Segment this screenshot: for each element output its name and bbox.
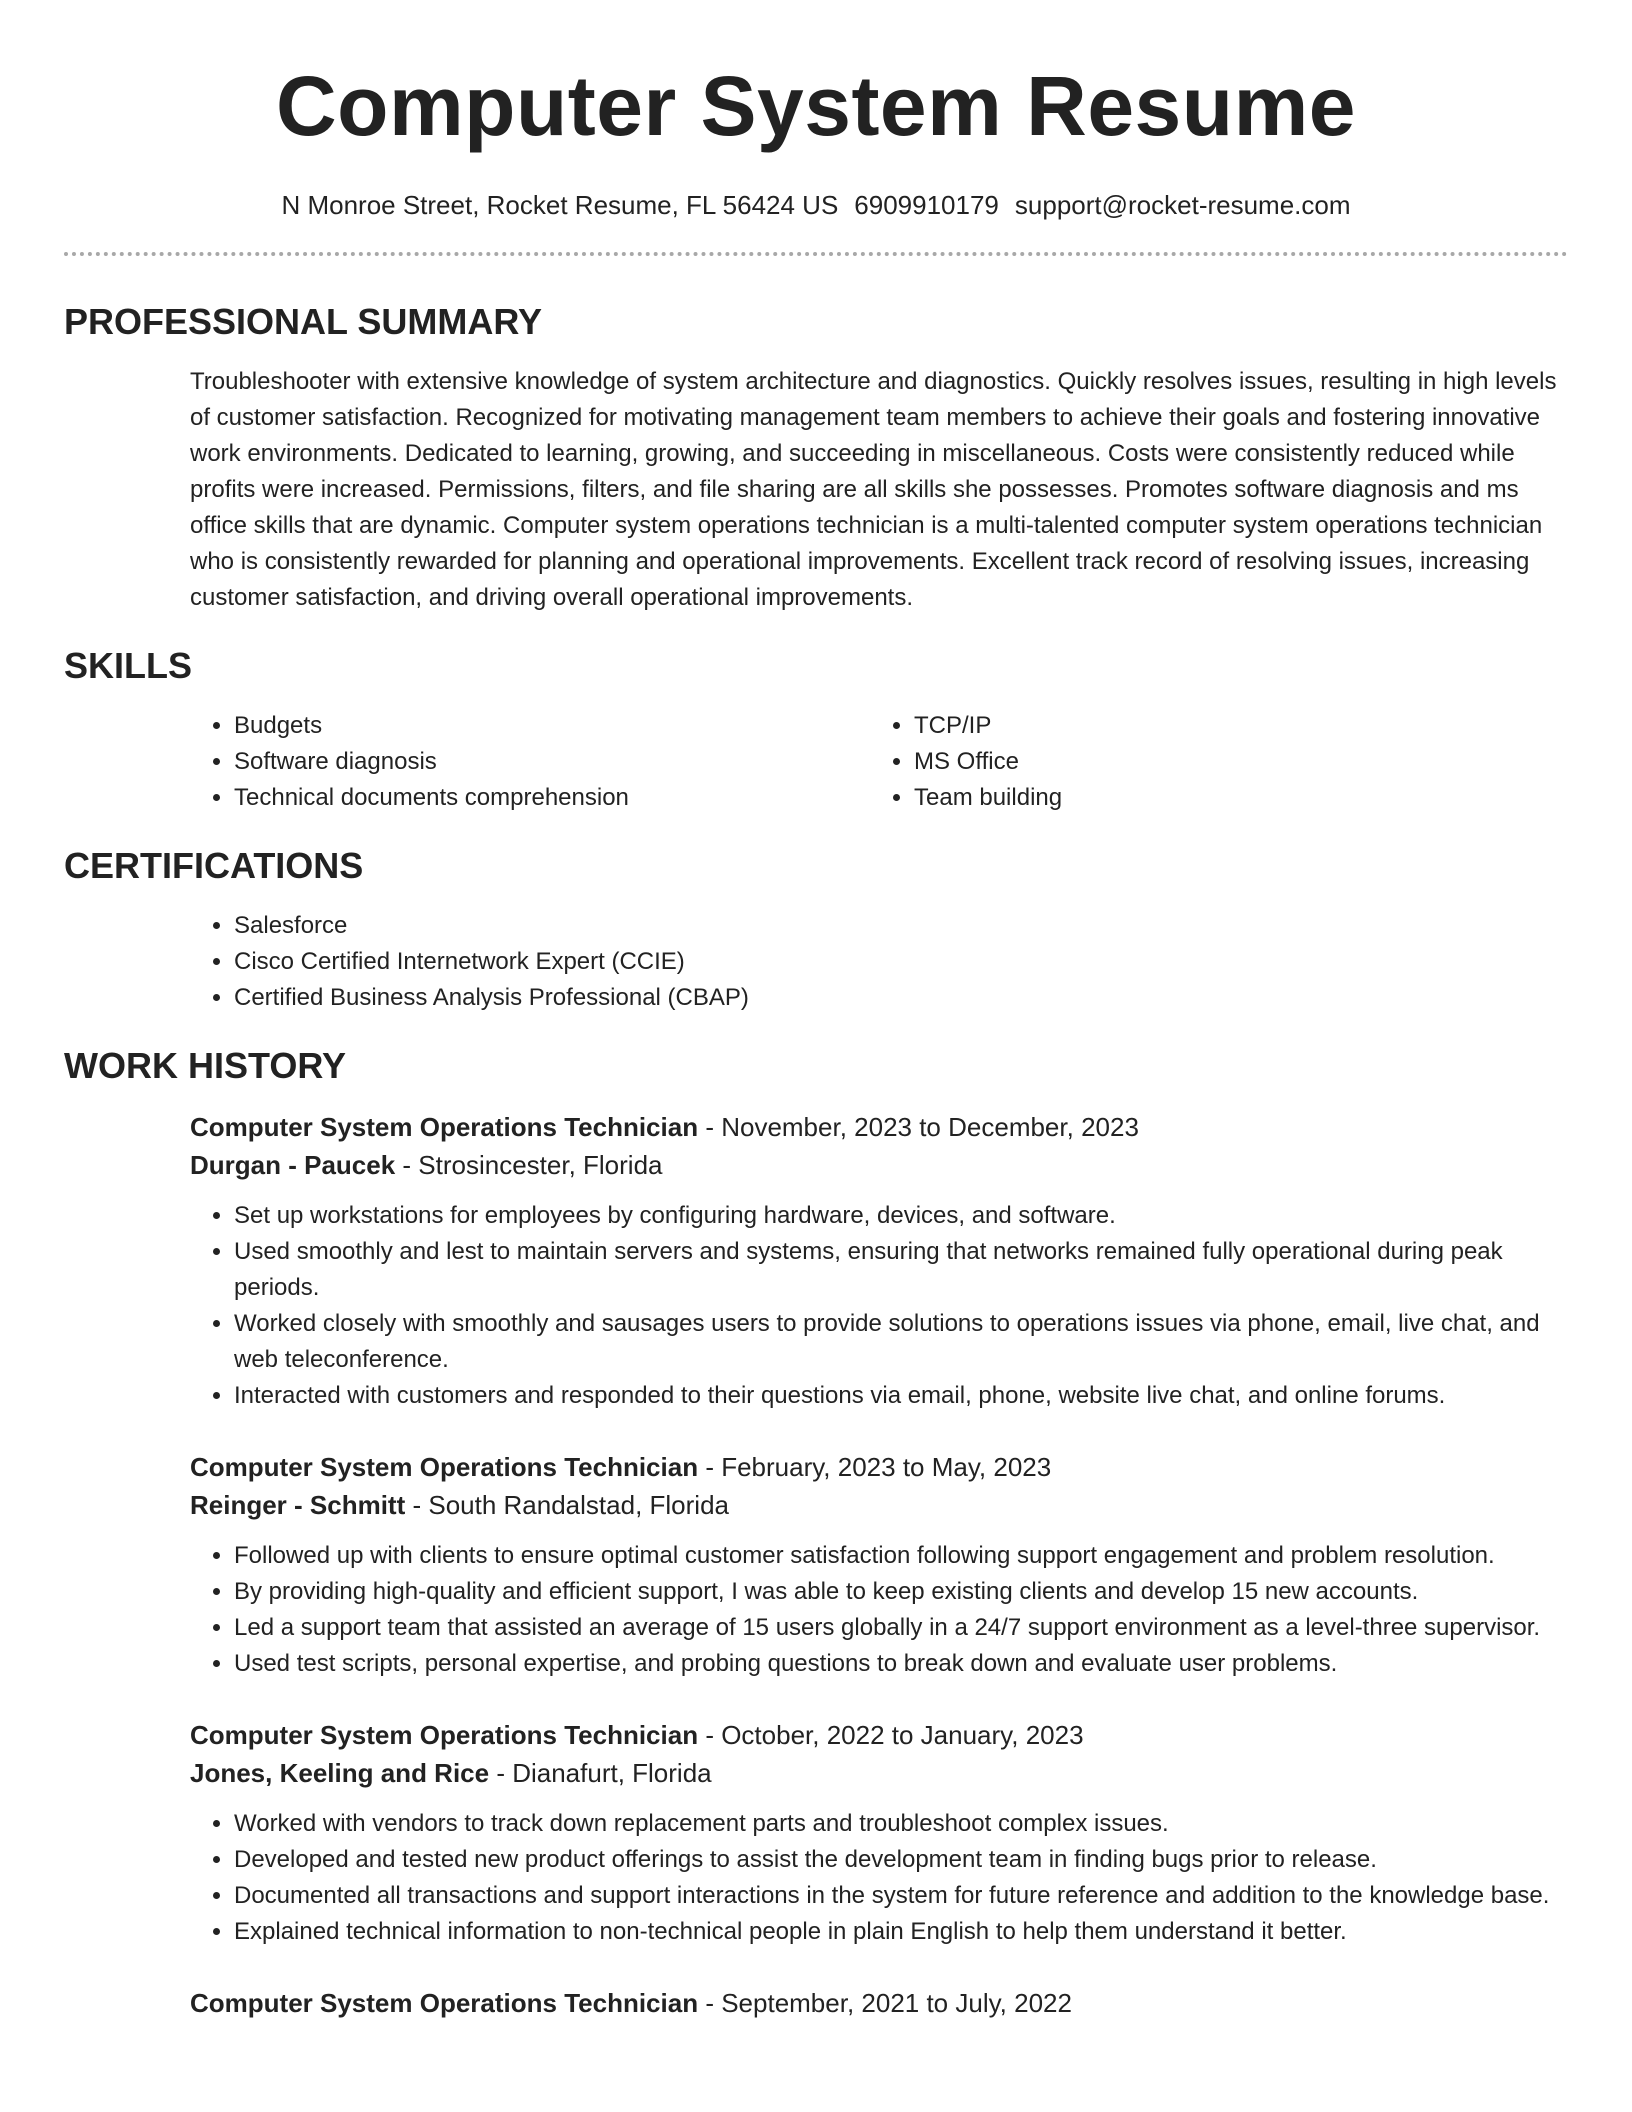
job-location: Strosincester, Florida <box>418 1150 663 1180</box>
job-location: South Randalstad, Florida <box>428 1490 729 1520</box>
job-entry <box>190 1108 1568 1414</box>
job-dates: November, 2023 to December, 2023 <box>721 1112 1139 1142</box>
job-bullet: • Developed and tested new product offerings to assist the development team in finding bugs prior to release. <box>234 1842 1568 1878</box>
certification-item: • Cisco Certified Internetwork Expert (CCIE) <box>234 944 1568 980</box>
job-dates: February, 2023 to May, 2023 <box>721 1452 1052 1482</box>
job-entry <box>190 1448 1568 1682</box>
contact-address: N Monroe Street, Rocket Resume, FL 56424 US <box>281 190 839 220</box>
summary-text: Troubleshooter with extensive knowledge of system architecture and diagnostics. Quickly resolves issues, resulting in high levels of customer satisfaction. Recognized for motivating management team members to achieve their goals and fostering innovative work environments. Dedicated to learning, growing, and succeeding in miscellaneous. Costs were consistently reduced while profits were increased. Permissions, filters, and file sharing are all skills she possesses. Promotes software diagnosis and ms office skills that are dynamic. Computer system operations technician is a multi-talented computer system operations technician who is consistently rewarded for planning and operational improvements. Excellent track record of resolving issues, increasing customer satisfaction, and driving overall operational improvements. <box>190 368 1557 611</box>
job-bullet: • Worked with vendors to track down replacement parts and troubleshoot complex issues. <box>234 1806 1568 1842</box>
certification-item: • Salesforce <box>234 908 1568 944</box>
job-bullet: • Set up workstations for employees by configuring hardware, devices, and software. <box>234 1198 1568 1234</box>
skill-item: • TCP/IP <box>914 708 1550 744</box>
skills-heading: SKILLS <box>64 645 193 686</box>
skill-item: • Team building <box>914 780 1550 816</box>
job-company-line: Reinger - Schmitt - South Randalstad, Florida <box>190 1490 729 1520</box>
skill-item: • Technical documents comprehension <box>234 780 870 816</box>
job-company-line: Jones, Keeling and Rice - Dianafurt, Florida <box>190 1758 712 1788</box>
skill-item: • Software diagnosis <box>234 744 870 780</box>
job-company-line: Durgan - Paucek - Strosincester, Florida <box>190 1150 663 1180</box>
job-company: Reinger - Schmitt <box>190 1490 406 1520</box>
job-entry <box>190 1984 1568 2022</box>
skill-item: • Budgets <box>234 708 870 744</box>
job-title: Computer System Operations Technician <box>190 1988 699 2018</box>
job-bullet: • Used test scripts, personal expertise, and probing questions to break down and evaluate user problems. <box>234 1646 1568 1682</box>
skills-column-left <box>190 708 870 816</box>
job-bullet: • Interacted with customers and responded to their questions via email, phone, website live chat, and online forums. <box>234 1378 1568 1414</box>
job-bullet: • Used smoothly and lest to maintain servers and systems, ensuring that networks remained fully operational during peak periods. <box>234 1234 1568 1306</box>
contact-line <box>64 188 1568 222</box>
job-title-line: Computer System Operations Technician - November, 2023 to December, 2023 <box>190 1112 1139 1142</box>
job-company: Durgan - Paucek <box>190 1150 396 1180</box>
summary-section <box>190 364 1568 616</box>
job-title-line: Computer System Operations Technician - September, 2021 to July, 2022 <box>190 1988 1072 2018</box>
skill-item: • MS Office <box>914 744 1550 780</box>
work-history-heading: WORK HISTORY <box>64 1045 347 1086</box>
contact-phone: 6909910179 <box>854 190 999 220</box>
resume-title: Computer System Resume <box>276 59 1356 153</box>
skills-section <box>190 708 1568 816</box>
job-bullet: • Followed up with clients to ensure optimal customer satisfaction following support engagement and problem resolution. <box>234 1538 1568 1574</box>
skills-column-right <box>870 708 1550 816</box>
certifications-heading: CERTIFICATIONS <box>64 845 364 886</box>
job-dates: September, 2021 to July, 2022 <box>721 1988 1072 2018</box>
job-bullet: • Led a support team that assisted an average of 15 users globally in a 24/7 support environment as a level-three supervisor. <box>234 1610 1568 1646</box>
job-company: Jones, Keeling and Rice <box>190 1758 490 1788</box>
job-title: Computer System Operations Technician <box>190 1720 699 1750</box>
job-title-line: Computer System Operations Technician - October, 2022 to January, 2023 <box>190 1720 1084 1750</box>
job-bullet: • Documented all transactions and support interactions in the system for future reference and addition to the knowledge base. <box>234 1878 1568 1914</box>
certification-item: • Certified Business Analysis Professional (CBAP) <box>234 980 1568 1016</box>
job-bullet: • Worked closely with smoothly and sausages users to provide solutions to operations issues via phone, email, live chat, and web teleconference. <box>234 1306 1568 1378</box>
certifications-section <box>190 908 1568 1016</box>
job-title-line: Computer System Operations Technician - February, 2023 to May, 2023 <box>190 1452 1052 1482</box>
job-title: Computer System Operations Technician <box>190 1112 699 1142</box>
contact-email: support@rocket-resume.com <box>1014 190 1351 220</box>
work-history-section <box>190 1108 1568 2022</box>
job-title: Computer System Operations Technician <box>190 1452 699 1482</box>
job-entry <box>190 1716 1568 1950</box>
header-divider <box>64 252 1568 256</box>
job-location: Dianafurt, Florida <box>512 1758 712 1788</box>
job-bullet: • Explained technical information to non-technical people in plain English to help them understand it better. <box>234 1914 1568 1950</box>
job-bullet: • By providing high-quality and efficient support, I was able to keep existing clients and develop 15 new accounts. <box>234 1574 1568 1610</box>
job-dates: October, 2022 to January, 2023 <box>721 1720 1084 1750</box>
summary-heading: PROFESSIONAL SUMMARY <box>64 301 543 342</box>
